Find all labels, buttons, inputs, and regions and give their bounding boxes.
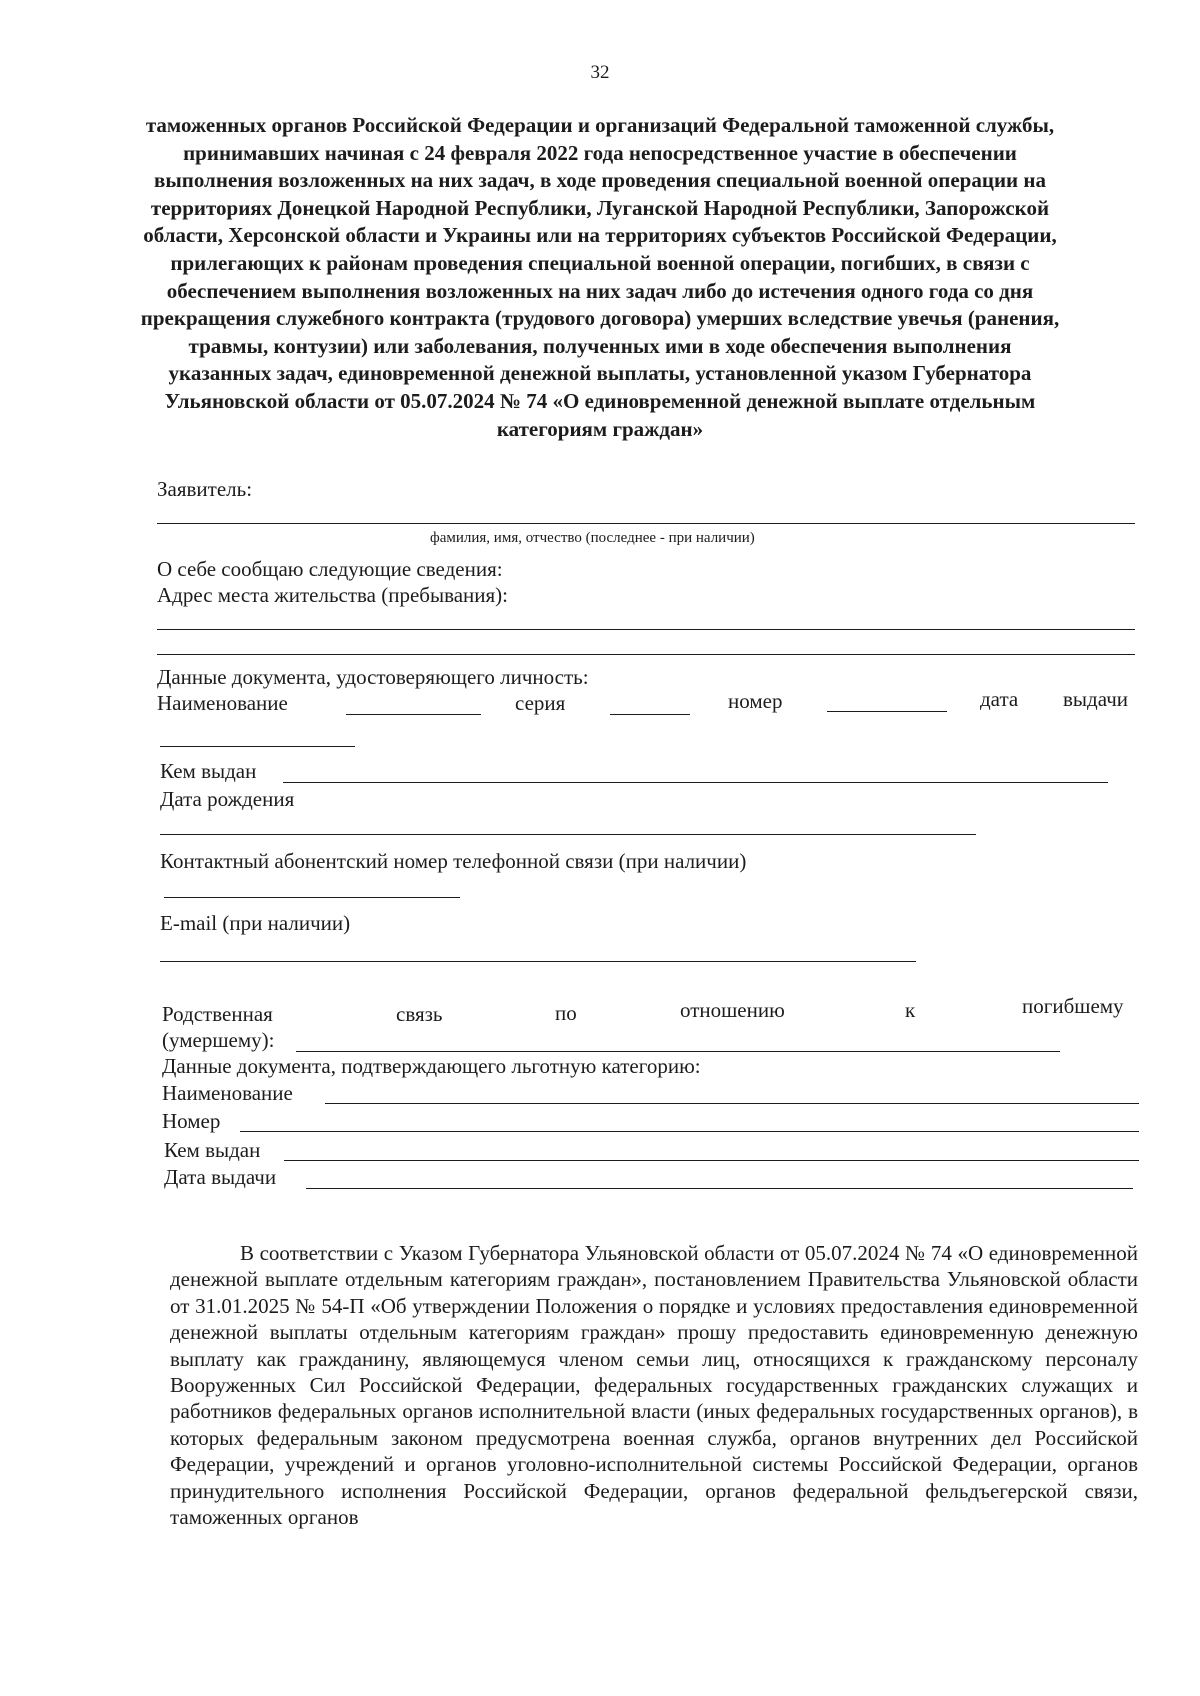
relation-word-7: (умершему): (162, 1028, 275, 1052)
relation-word-3: по (555, 1001, 577, 1025)
email-label: E-mail (при наличии) (160, 911, 351, 935)
id-number-label: номер (728, 689, 783, 713)
benefit-document-label: Данные документа, подтверждающего льготную категорию: (162, 1054, 701, 1078)
relation-word-4: отношению (680, 998, 785, 1022)
benefit-issue-date-label: Дата выдачи (164, 1165, 277, 1189)
benefit-issue-date-field[interactable] (306, 1188, 1133, 1189)
birth-date-field[interactable] (160, 834, 976, 835)
relation-word-2: связь (396, 1002, 443, 1026)
applicant-label: Заявитель: (157, 477, 253, 501)
request-paragraph: В соответствии с Указом Губернатора Ульяновской области от 05.07.2024 № 74 «О единовременной денежной выплате отдельным категориям граждан», постановлением Правительства Ульяновской области от 31.01.2025 № 54-П «Об утверждении Положения о порядке и условиях предоставления единовременной денежной выплаты отдельным категориям граждан» прошу предоставить единовременную денежную выплату как гражданину, являющемуся членом семьи лиц, относящихся к гражданскому персоналу Вооруженных Сил Российской Федерации, федеральных государственных гражданских служащих и работников федеральных органов исполнительной власти (иных федеральных государственных органов), в которых федеральным законом предусмотрена военная служба, органов внутренних дел Российской Федерации, учреждений и органов уголовно-исполнительной системы Российской Федерации, органов принудительного исполнения Российской Федерации, органов федеральной фельдъегерской связи, таможенных органов (170, 1241, 1138, 1530)
fio-field[interactable] (157, 523, 1135, 524)
birth-date-label: Дата рождения (160, 787, 295, 811)
id-date-label: дата (980, 687, 1019, 711)
phone-field[interactable] (164, 897, 460, 898)
id-issue-date-field[interactable] (160, 746, 355, 747)
relation-word-6: погибшему (1022, 994, 1124, 1018)
issued-by-label: Кем выдан (160, 759, 257, 783)
id-series-field[interactable] (610, 714, 690, 715)
benefit-number-label: Номер (162, 1109, 221, 1133)
relation-field[interactable] (296, 1051, 1060, 1052)
id-name-field[interactable] (346, 714, 481, 715)
phone-label: Контактный абонентский номер телефонной связи (при наличии) (160, 849, 747, 873)
address-field-2[interactable] (157, 654, 1135, 655)
benefit-issued-by-label: Кем выдан (164, 1138, 261, 1162)
relation-word-1: Родственная (162, 1002, 273, 1026)
address-label: Адрес места жительства (пребывания): (157, 583, 509, 607)
issued-by-field[interactable] (283, 782, 1108, 783)
id-name-label: Наименование (157, 691, 288, 715)
benefit-name-field[interactable] (325, 1103, 1139, 1104)
address-field-1[interactable] (157, 629, 1135, 630)
relation-word-5: к (905, 998, 916, 1022)
id-issue-label: выдачи (1063, 687, 1128, 711)
benefit-number-field[interactable] (240, 1131, 1139, 1132)
document-title: таможенных органов Российской Федерации и организаций Федеральной таможенной службы, принимавших начиная с 24 февраля 2022 года непосредственное участие в обеспечении выполнения возложенных на них задач, в ходе проведения специальной военной операции на территориях Донецкой Народной Республики, Луганской Народной Республики, Запорожской области, Херсонской области и Украины или на территориях субъектов Российской Федерации, прилегающих к районам проведения специальной военной операции, погибших, в связи с обеспечением выполнения возложенных на них задач либо до истечения одного года со дня прекращения служебного контракта (трудового договора) умерших вследствие увечья (ранения, травмы, контузии) или заболевания, полученных ими в ходе обеспечения выполнения указанных задач, единовременной денежной выплаты, установленной указом Губернатора Ульяновской области от 05.07.2024 № 74 «О единовременной денежной выплате отдельным категориям граждан» (140, 113, 1060, 441)
page-number: 32 (590, 62, 610, 83)
id-number-field[interactable] (827, 711, 947, 712)
email-field[interactable] (160, 961, 916, 962)
about-self-label: О себе сообщаю следующие сведения: (157, 557, 503, 581)
benefit-name-label: Наименование (162, 1081, 293, 1105)
id-document-label: Данные документа, удостоверяющего личность: (157, 665, 589, 689)
fio-caption: фамилия, имя, отчество (последнее - при наличии) (430, 530, 755, 546)
benefit-issued-by-field[interactable] (284, 1160, 1139, 1161)
id-series-label: серия (515, 691, 566, 715)
